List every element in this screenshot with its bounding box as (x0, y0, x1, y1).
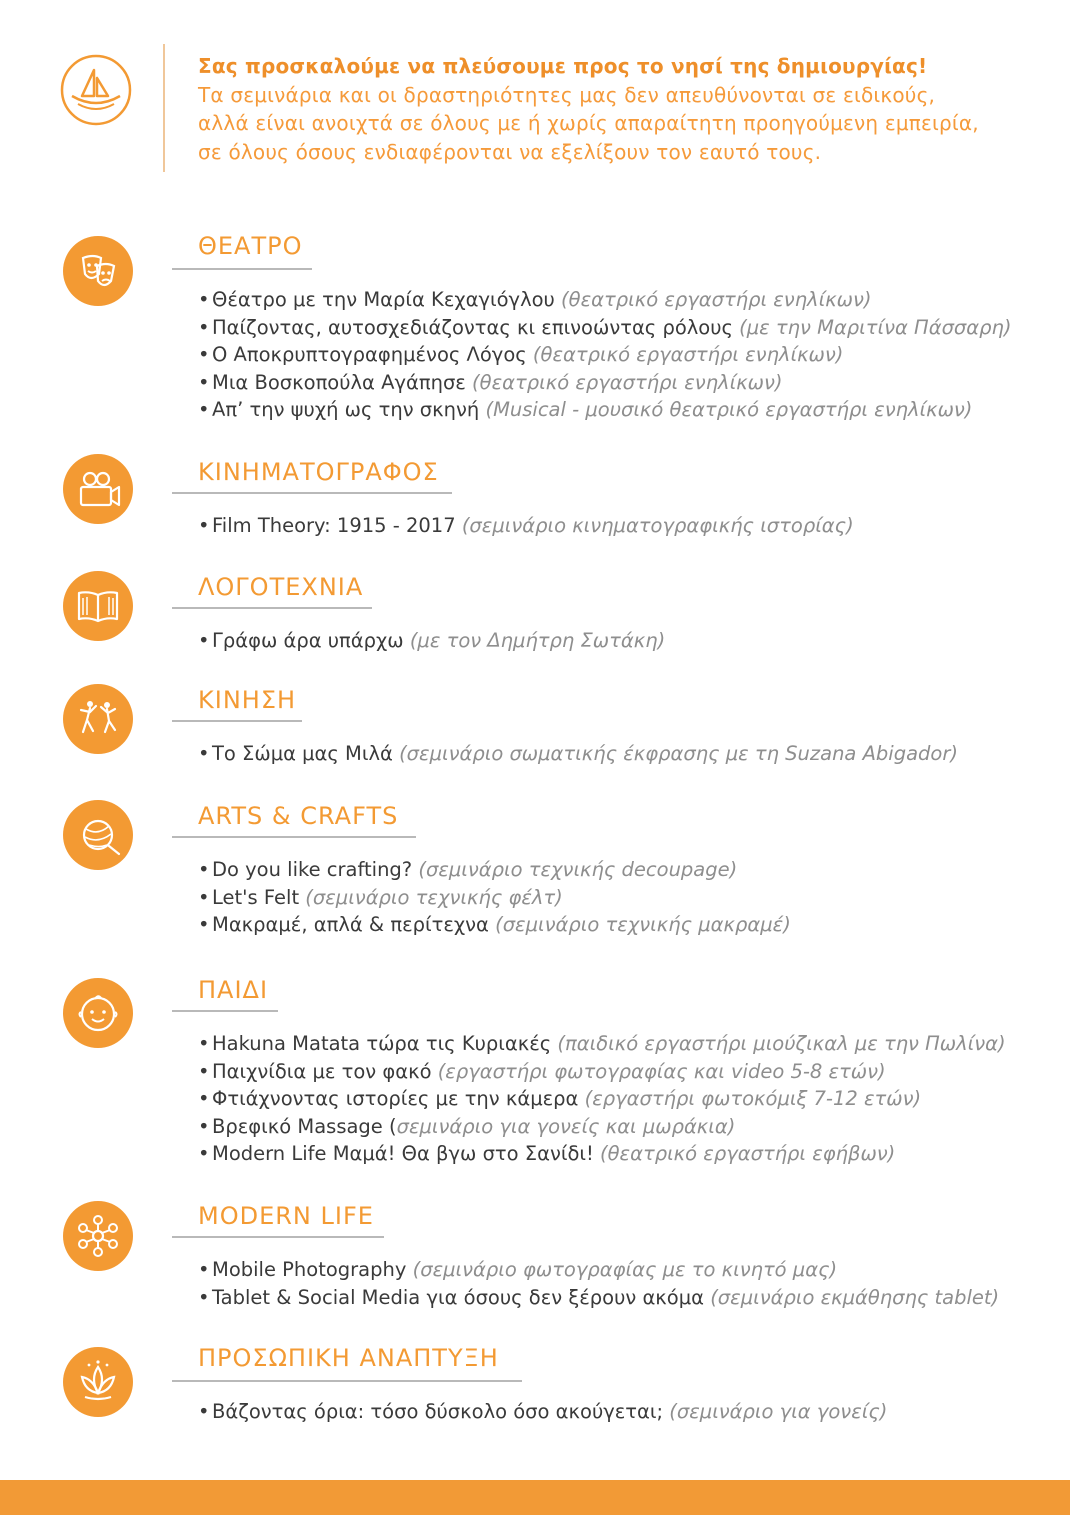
list-item: • Μια Βοσκοπούλα Αγάπησε (θεατρικό εργαστήρι ενηλίκων) (198, 370, 783, 394)
intro-divider (163, 44, 165, 172)
theater-masks-icon (63, 236, 133, 306)
movie-camera-icon (63, 454, 133, 524)
network-nodes-icon (63, 1201, 133, 1271)
item-list (198, 1256, 999, 1311)
section-title: ΛΟΓΟΤΕΧΝΙΑ (198, 573, 364, 601)
list-item: • Let's Felt (σεμινάριο τεχνικής φέλτ) (198, 885, 563, 909)
footer-bar (0, 1480, 1070, 1515)
list-item: • Ο Αποκρυπτογραφημένος Λόγος (θεατρικό εργαστήρι ενηλίκων) (198, 343, 844, 366)
list-item: • Βρεφικό Massage (σεμινάριο για γονείς και μωράκια) (198, 1114, 736, 1138)
list-item: • Hakuna Matata τώρα τις Κυριακές (παιδικό εργαστήρι μιούζικαλ με την Πωλίνα) (198, 1032, 1006, 1055)
title-underline (172, 607, 372, 609)
list-item: • Βάζοντας όρια: τόσο δύσκολο όσο ακούγεται; (σεμινάριο για γονείς) (198, 1400, 888, 1423)
list-item: • Μακραμέ, απλά & περίτεχνα (σεμινάριο τεχνικής μακραμέ) (198, 913, 791, 936)
list-item: • Film Theory: 1915 - 2017 (σεμινάριο κινηματογραφικής ιστορίας) (198, 514, 854, 537)
yarn-ball-icon (63, 800, 133, 870)
item-list (198, 512, 854, 540)
intro-block (0, 0, 1070, 190)
list-item: • Tablet & Social Media για όσους δεν ξέρουν ακόμα (σεμινάριο εκμάθησης tablet) (198, 1285, 1000, 1309)
list-item: • Το Σώμα μας Μιλά (σεμινάριο σωματικής έκφρασης με τη Suzana Abigador) (198, 742, 958, 765)
open-book-icon (63, 571, 133, 641)
intro-text (198, 52, 1058, 166)
list-item: • Θέατρο με την Μαρία Κεχαγιόγλου (θεατρικό εργαστήρι ενηλίκων) (198, 288, 872, 311)
title-underline (172, 268, 312, 270)
list-item: • Παίζοντας, αυτοσχεδιάζοντας κι επινοώντας ρόλους (με την Μαριτίνα Πάσσαρη) (198, 315, 1012, 339)
section-title: ΘΕΑΤΡΟ (198, 232, 303, 260)
list-item: • Modern Life Μαμά! Θα βγω στο Σανίδι! (θεατρικό εργαστήρι εφήβων) (198, 1142, 896, 1165)
list-item: • Γράφω άρα υπάρχω (με τον Δημήτρη Σωτάκη) (198, 629, 666, 652)
list-item: • Παιχνίδια με τον φακό (εργαστήρι φωτογραφίας και video 5-8 ετών) (198, 1059, 886, 1083)
item-list (198, 627, 665, 655)
intro-heading: Σας προσκαλούμε να πλεύσουμε προς το νησί της δημιουργίας! (198, 54, 928, 78)
list-item: • Απ’ την ψυχή ως την σκηνή (Musical - μουσικό θεατρικό εργαστήρι ενηλίκων) (198, 398, 973, 421)
title-underline (172, 1236, 384, 1238)
item-list (198, 1030, 1006, 1168)
item-list (198, 856, 791, 939)
list-item: • Φτιάχνοντας ιστορίες με την κάμερα (εργαστήρι φωτοκόμιξ 7-12 ετών) (198, 1087, 922, 1110)
dancers-icon (63, 684, 133, 754)
section-title: ΚΙΝΗΜΑΤΟΓΡΑΦΟΣ (198, 458, 439, 486)
sailboat-icon (58, 52, 134, 128)
title-underline (172, 492, 452, 494)
title-underline (172, 836, 416, 838)
title-underline (172, 1010, 278, 1012)
intro-line: αλλά είναι ανοιχτά σε όλους με ή χωρίς απαραίτητη προηγούμενη εμπειρία, (198, 111, 979, 135)
list-item: • Do you like crafting? (σεμινάριο τεχνικής decoupage) (198, 858, 738, 881)
section-title: ΠΑΙΔΙ (198, 976, 269, 1004)
intro-line: σε όλους όσους ενδιαφέρονται να εξελίξουν τον εαυτό τους. (198, 139, 822, 164)
baby-face-icon (63, 978, 133, 1048)
section-title: ΠΡΟΣΩΠΙΚΗ ΑΝΑΠΤΥΞΗ (198, 1344, 499, 1372)
list-item: • Mobile Photography (σεμινάριο φωτογραφίας με το κινητό μας) (198, 1258, 838, 1281)
section-title: ARTS & CRAFTS (198, 802, 399, 830)
title-underline (172, 1380, 522, 1382)
section-title: ΚΙΝΗΣΗ (198, 686, 297, 714)
intro-line: Τα σεμινάρια και οι δραστηριότητες μας δεν απευθύνονται σε ειδικούς, (198, 82, 936, 107)
item-list (198, 740, 958, 768)
item-list (198, 1398, 887, 1426)
item-list (198, 286, 1012, 424)
section-title: MODERN LIFE (198, 1202, 374, 1230)
title-underline (172, 720, 302, 722)
lotus-icon (63, 1347, 133, 1417)
